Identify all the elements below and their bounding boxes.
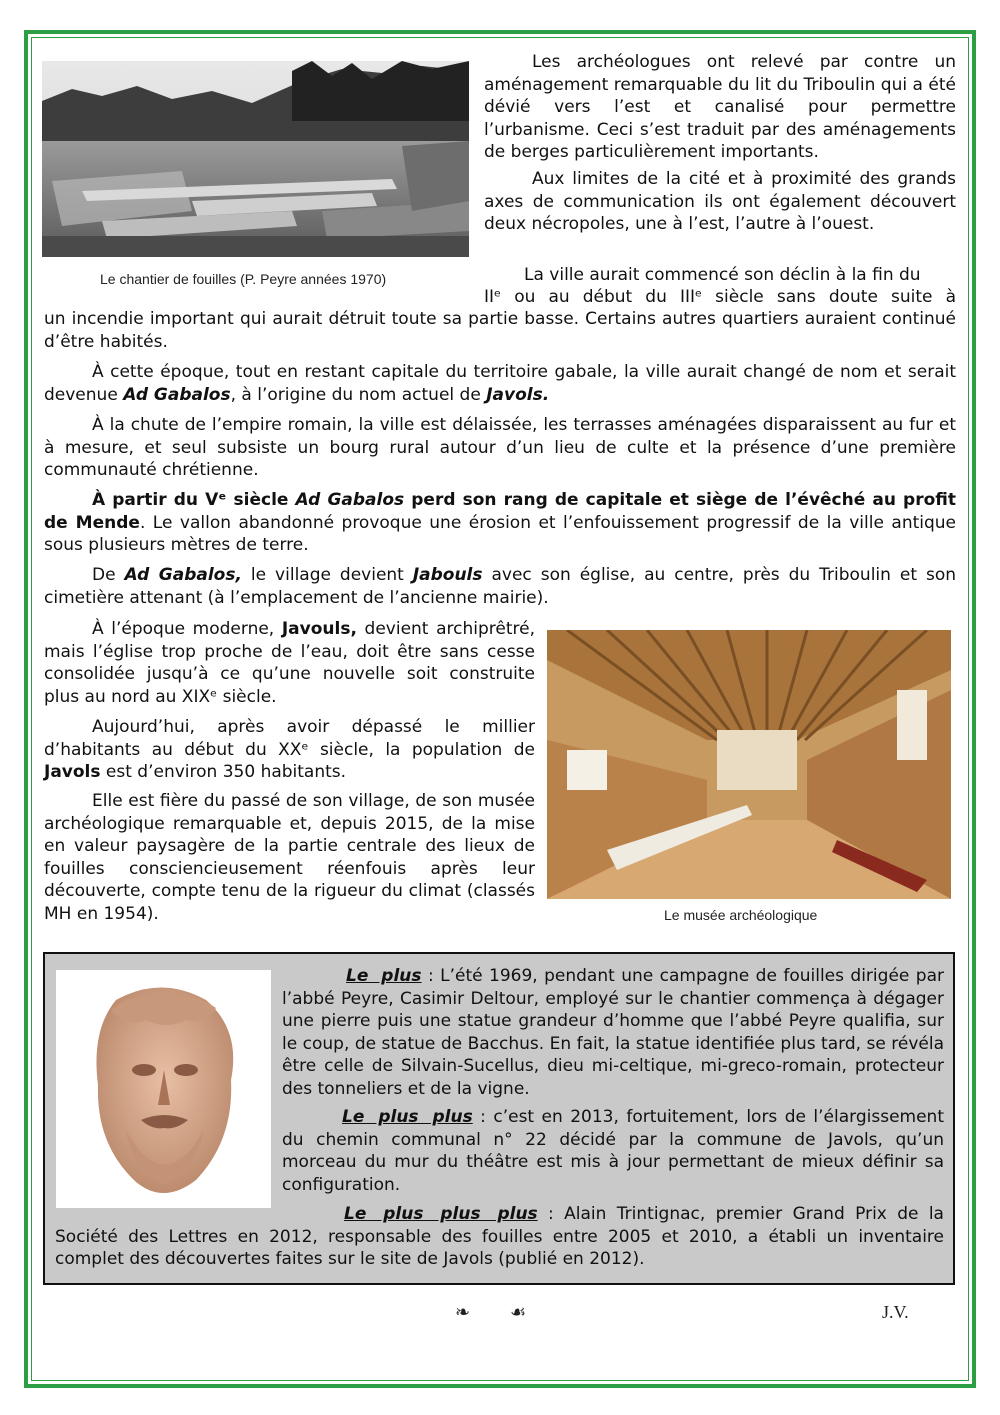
plus-1-text: : L’été 1969, pendant une campagne de fouilles dirigée par l’abbé Peyre, Casimir Deltour, employé sur le chantier commença à dégager une pierre puis une statue grandeur d’homme que l’abbé Peyre qualifia, sur le coup, de statue de Bacchus. En fait, la statue identifiée plus tard, se révéla être celle de Silvain-Sucellus, dieu mi-celtique, mi-greco-romain, protecteur des tonneliers et de la vigne. — [282, 966, 944, 1099]
museum-photo — [547, 630, 951, 899]
p6-bold-a: À partir du Vᵉ siècle — [92, 490, 296, 510]
p8-text-b: devient archiprêtré, mais l’église trop proche de l’eau, doit être sans cesse consolidée jusqu’à ce qu’une nouvelle soit construite plus au nord au XIXᵉ siècle. — [44, 619, 535, 707]
p4-name-ad-gabalos: Ad Gabalos — [123, 384, 231, 405]
p6-bold-b: perd son rang de capitale et siège de l’évêché au profit de Mende — [44, 490, 957, 533]
museum-caption: Le musée archéologique — [664, 907, 818, 923]
paragraph-7 — [44, 564, 956, 609]
paragraph-6 — [44, 489, 956, 557]
paragraph-4 — [44, 361, 956, 406]
p6-name: Ad Gabalos — [295, 490, 405, 510]
plus-2 — [282, 1106, 944, 1196]
paragraph-1: Les archéologues ont relevé par contre un aménagement remarquable du lit du Triboulin qui a été dévié vers l’est et canalisé pour permettre l’urbanisme. Ceci s’est traduit par des aménagements de berges particulièrement importants. — [484, 52, 956, 162]
paragraph-2: Aux limites de la cité et à proximité des grands axes de communication ils ont également découvert deux nécropoles, une à l’est, l’autre à l’ouest. — [484, 169, 956, 234]
paragraph-8 — [44, 618, 535, 708]
p6-rest: . Le vallon abandonné provoque une érosion et l’enfouissement progressif de la ville antique sous plusieurs mètres de terre. — [44, 512, 957, 555]
p7-text-b: le village devient — [241, 565, 413, 585]
p8-text-a: À l’époque moderne, — [92, 619, 282, 639]
excavation-caption: Le chantier de fouilles (P. Peyre années 1970) — [100, 271, 387, 287]
paragraph-5: À la chute de l’empire romain, la ville est délaissée, les terrasses aménagées disparaissent au fur et à mesure, et seul subsiste un bourg rural autour d’un lieu de culte et la présence d’une première communauté chrétienne. — [44, 415, 956, 480]
plus-2-text: : c’est en 2013, fortuitement, lors de l’élargissement du chemin communal n° 22 décidé par la commune de Javols, qu’un morceau du mur du théâtre est mis à jour permettant de mieux définir sa configuration. — [282, 1107, 944, 1195]
p9-name-javols: Javols — [44, 762, 101, 782]
signature: J.V. — [882, 1302, 909, 1322]
plus-3 — [55, 1203, 944, 1271]
bust-photo — [56, 970, 271, 1208]
plus-1-title: Le plus — [346, 966, 422, 986]
p4-name-javols: Javols. — [486, 384, 550, 405]
fleuron-left-icon: ❧ — [455, 1302, 471, 1323]
p8-name-javouls: Javouls, — [281, 619, 357, 639]
plus-3-text: : Alain Trintignac, premier Grand Prix de la Société des Lettres en 2012, responsable des fouilles entre 2005 et 2010, a établi un inventaire complet des découvertes faites sur le site de Javols (publié en 2012). — [55, 1204, 944, 1269]
p7-name-ad-gabalos: Ad Gabalos, — [124, 565, 242, 585]
paragraph-10: Elle est fière du passé de son village, de son musée archéologique remarquable et, depuis 2015, de la mise en valeur paysagère de la partie centrale des lieux de fouilles consciencieusement réenfouis après leur découverte, compte tenu de la rigueur du climat (classés MH en 1954). — [44, 791, 535, 924]
p9-text-a: Aujourd’hui, après avoir dépassé le millier d’habitants au début du XXᵉ siècle, la population de — [44, 717, 535, 760]
paragraph-3-line-2: IIᵉ ou au début du IIIᵉ siècle sans doute suite à — [484, 287, 956, 307]
plus-1 — [282, 965, 944, 1100]
plus-3-title: Le plus plus plus — [344, 1204, 538, 1224]
p4-text-b: , à l’origine du nom actuel de — [230, 384, 487, 405]
paragraph-3-line-1: La ville aurait commencé son déclin à la fin du — [524, 265, 921, 285]
paragraph-9 — [44, 716, 535, 784]
fleuron-right-icon: ☙ — [510, 1302, 527, 1323]
excavation-photo — [42, 61, 469, 257]
p7-name-jabouls: Jabouls — [412, 565, 483, 585]
plus-2-title: Le plus plus — [342, 1107, 473, 1127]
p7-text-a: De — [92, 565, 125, 585]
p4-text-a: À cette époque, tout en restant capitale du territoire gabale, la ville aurait changé de nom et serait devenue — [44, 362, 956, 405]
p9-text-b: est d’environ 350 habitants. — [100, 762, 347, 782]
p7-text-c: avec son église, au centre, près du Triboulin et son cimetière attenant (à l’emplacement de l’ancienne mairie). — [44, 565, 956, 608]
paragraph-3-rest: un incendie important qui aurait détruit toute sa partie basse. Certains autres quartiers auraient continué d’être habités. — [44, 309, 956, 352]
